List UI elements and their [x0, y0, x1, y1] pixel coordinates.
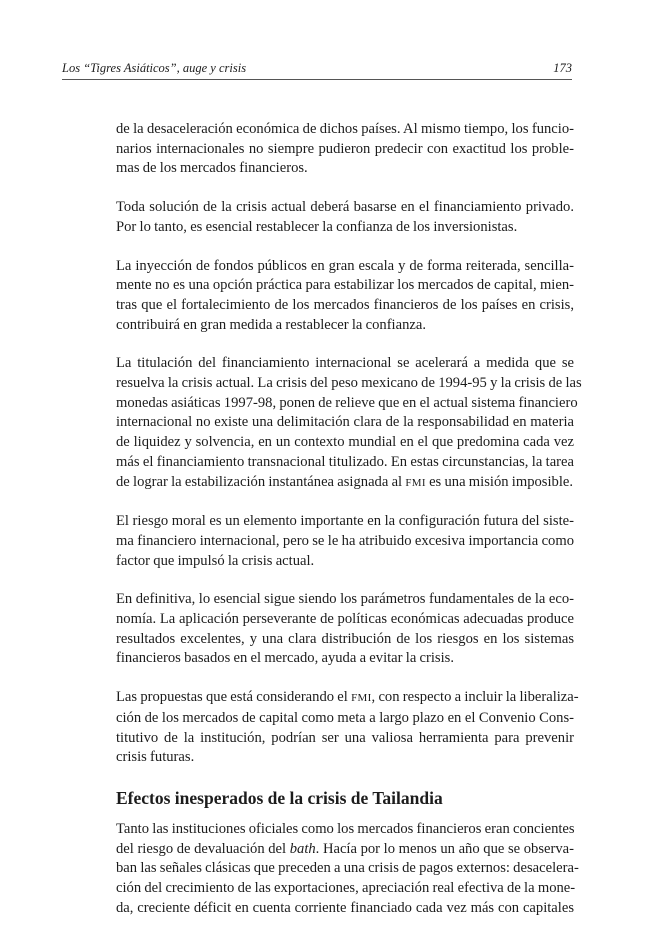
text-line: crisis futuras. [116, 749, 195, 766]
italic-term: bath [289, 840, 316, 857]
section-paragraph [116, 820, 579, 919]
text-line: financieros basados en el mercado, ayuda a evitar la crisis. [116, 650, 454, 667]
text-line: da, creciente déficit en cuenta corriente financiado cada vez más con capitales [116, 899, 574, 916]
text-line: contribuirá en gran medida a restablecer la confianza. [116, 316, 426, 333]
paragraph-5 [116, 512, 574, 571]
text-line: monedas asiáticas 1997-98, ponen de relieve que en el actual sistema financiero [116, 394, 578, 411]
text-line: ban las señales clásicas que preceden a una crisis de pagos externos: desacelera- [116, 860, 579, 877]
paragraph-4 [116, 354, 582, 493]
text-segment: Las propuestas que está considerando el [116, 689, 352, 706]
text-line: más el financiamiento transnacional titulizado. En estas circunstancias, la tarea [116, 453, 574, 470]
text-line: de liquidez y solvencia, en un contexto mundial en el que predomina cada vez [116, 434, 574, 451]
text-line: internacional no existe una delimitación clara de la responsabilidad en materia [116, 414, 574, 431]
text-line: nomía. La aplicación perseverante de políticas económicas adecuadas produce [116, 611, 574, 628]
text-line [116, 840, 574, 860]
text-line: narios internacionales no siempre pudieron predecir con exactitud los proble- [116, 140, 574, 157]
text-line [116, 688, 579, 709]
text-segment: de lograr la estabilización instantánea asignada al [116, 473, 406, 490]
text-line: La titulación del financiamiento internacional se acelerará a medida que se [116, 355, 574, 372]
text-line: de la desaceleración económica de dichos países. Al mismo tiempo, los funcio- [116, 121, 574, 137]
text-segment: , con respecto a incluir la liberaliza- [371, 689, 579, 706]
running-head: Los “Tigres Asiáticos”, auge y crisis [62, 61, 247, 75]
text-line: El riesgo moral es un elemento importante en la configuración futura del siste- [116, 513, 574, 530]
paragraph-1 [116, 120, 574, 179]
text-segment: es una misión imposible. [425, 473, 573, 490]
text-line: ción del crecimiento de las exportaciones, apreciación real efectiva de la mone- [116, 880, 576, 897]
text-line: Tanto las instituciones oficiales como los mercados financieros eran concientes [116, 820, 575, 837]
text-line: titutivo de la institución, podrían ser una valiosa herramienta para prevenir [116, 729, 574, 746]
text-line: tras que el fortalecimiento de los mercados financieros de los países en crisis, [116, 296, 574, 313]
text-line: resultados excelentes, y una clara distribución de los riesgos en los sistemas [116, 630, 574, 647]
page-number: 173 [553, 61, 572, 75]
text-line: La inyección de fondos públicos en gran escala y de forma reiterada, sencilla- [116, 257, 574, 274]
text-line: En definitiva, lo esencial sigue siendo los parámetros fundamentales de la eco- [116, 591, 574, 608]
abbreviation: FMI [405, 476, 426, 489]
paragraph-2 [116, 198, 574, 237]
page-header [62, 61, 572, 80]
section-heading: Efectos inesperados de la crisis de Tailandia [116, 787, 443, 808]
text-line: resuelva la crisis actual. La crisis del peso mexicano de 1994-95 y la crisis de las [116, 375, 582, 392]
text-line: Por lo tanto, es esencial restablecer la confianza de los inversionistas. [116, 218, 518, 235]
text-line: Toda solución de la crisis actual deberá basarse en el financiamiento privado. [116, 199, 574, 216]
text-segment: . Hacía por lo menos un año que se observa- [315, 840, 574, 857]
paragraph-6 [116, 590, 574, 669]
text-line [116, 473, 574, 494]
text-segment: del riesgo de devaluación del [116, 840, 290, 857]
text-line: factor que impulsó la crisis actual. [116, 552, 315, 569]
paragraph-7 [116, 688, 579, 768]
abbreviation: FMI [351, 692, 372, 705]
body-text [116, 120, 582, 938]
text-line: ma financiero internacional, pero se le ha atribuido excesiva importancia como [116, 532, 574, 549]
paragraph-3 [116, 257, 574, 336]
text-line: ción de los mercados de capital como meta a largo plazo en el Convenio Cons- [116, 709, 574, 726]
text-line: mas de los mercados financieros. [116, 160, 308, 177]
text-line: mente no es una opción práctica para estabilizar los mercados de capital, mien- [116, 277, 574, 294]
